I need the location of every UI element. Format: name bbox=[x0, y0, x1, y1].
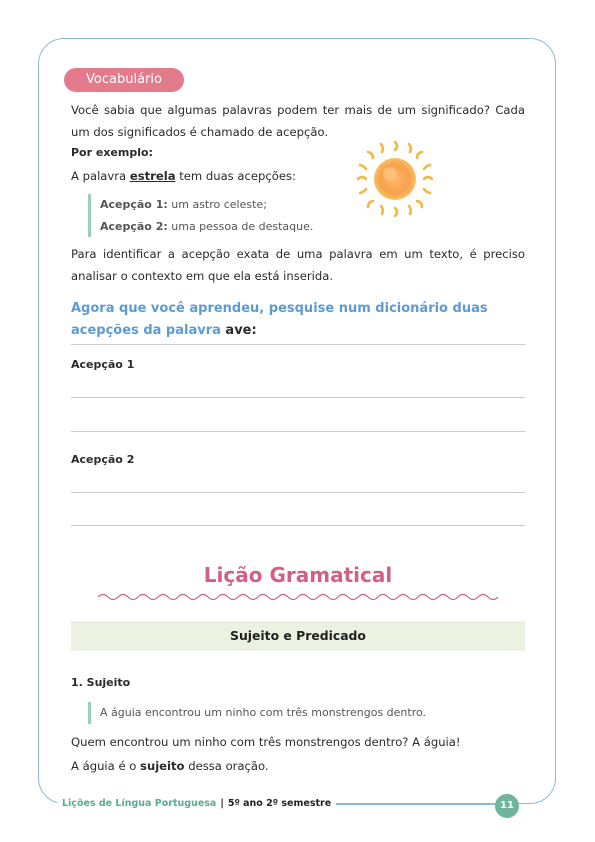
acepcao-2-label: Acepção 2: bbox=[100, 219, 168, 233]
answer-1-line-2[interactable] bbox=[71, 431, 525, 432]
footer-separator: | bbox=[220, 798, 224, 809]
footer bbox=[57, 796, 336, 812]
answer-2-line-2[interactable] bbox=[71, 525, 525, 526]
answer-pre: A águia é o bbox=[71, 759, 141, 773]
footer-book-title: Lições de Língua Portuguesa bbox=[62, 798, 217, 809]
example-quote bbox=[88, 702, 426, 724]
divider bbox=[71, 344, 525, 345]
subject-heading: 1. Sujeito bbox=[71, 676, 131, 689]
explain-paragraph: Para identificar a acepção exata de uma palavra em um texto, é preciso analisar o contexto em que ela está inserida. bbox=[71, 247, 525, 283]
topic-band: Sujeito e Predicado bbox=[71, 621, 525, 651]
answer-post: dessa oração. bbox=[184, 759, 269, 773]
acepcao-1-text: um astro celeste; bbox=[167, 198, 267, 211]
answer-bold: sujeito bbox=[140, 759, 185, 773]
answer-2-label: Acepção 2 bbox=[71, 453, 135, 466]
acepcao-2 bbox=[100, 216, 313, 238]
sun-icon bbox=[354, 138, 436, 220]
example-post: tem duas acepções: bbox=[175, 169, 296, 183]
acepcao-2-text: uma pessoa de destaque. bbox=[167, 219, 314, 233]
wavy-underline bbox=[98, 591, 498, 603]
acepcao-1 bbox=[100, 194, 313, 216]
example-sentence bbox=[71, 165, 525, 187]
task-colon: : bbox=[251, 323, 257, 338]
example-label: Por exemplo: bbox=[71, 146, 153, 159]
intro-paragraph: Você sabia que algumas palavras podem ter mais de um significado? Cada um dos significados é chamado de acepção. bbox=[71, 103, 525, 139]
page-number: 11 bbox=[495, 794, 519, 818]
task-text: Agora que você aprendeu, pesquise num dicionário duas acepções da palavra bbox=[71, 301, 488, 338]
example-pre: A palavra bbox=[71, 169, 130, 183]
task-word: ave bbox=[225, 323, 252, 338]
acepcao-1-label: Acepção 1: bbox=[100, 198, 168, 211]
section-title: Lição Gramatical bbox=[203, 563, 393, 587]
answer-2-line-1[interactable] bbox=[71, 492, 525, 493]
example-word: estrela bbox=[129, 169, 176, 183]
footer-grade: 5º ano 2º semestre bbox=[227, 798, 332, 809]
acepcoes-quote bbox=[88, 194, 313, 237]
answer-1-line-1[interactable] bbox=[71, 397, 525, 398]
example-quote-text: A águia encontrou um ninho com três monstrengos dentro. bbox=[100, 706, 427, 719]
task-instruction bbox=[71, 298, 525, 342]
answer-1-label: Acepção 1 bbox=[71, 358, 135, 371]
question-line: Quem encontrou um ninho com três monstrengos dentro? A águia! bbox=[71, 735, 461, 749]
vocabulary-badge: Vocabulário bbox=[64, 68, 184, 92]
answer-line bbox=[71, 755, 525, 777]
